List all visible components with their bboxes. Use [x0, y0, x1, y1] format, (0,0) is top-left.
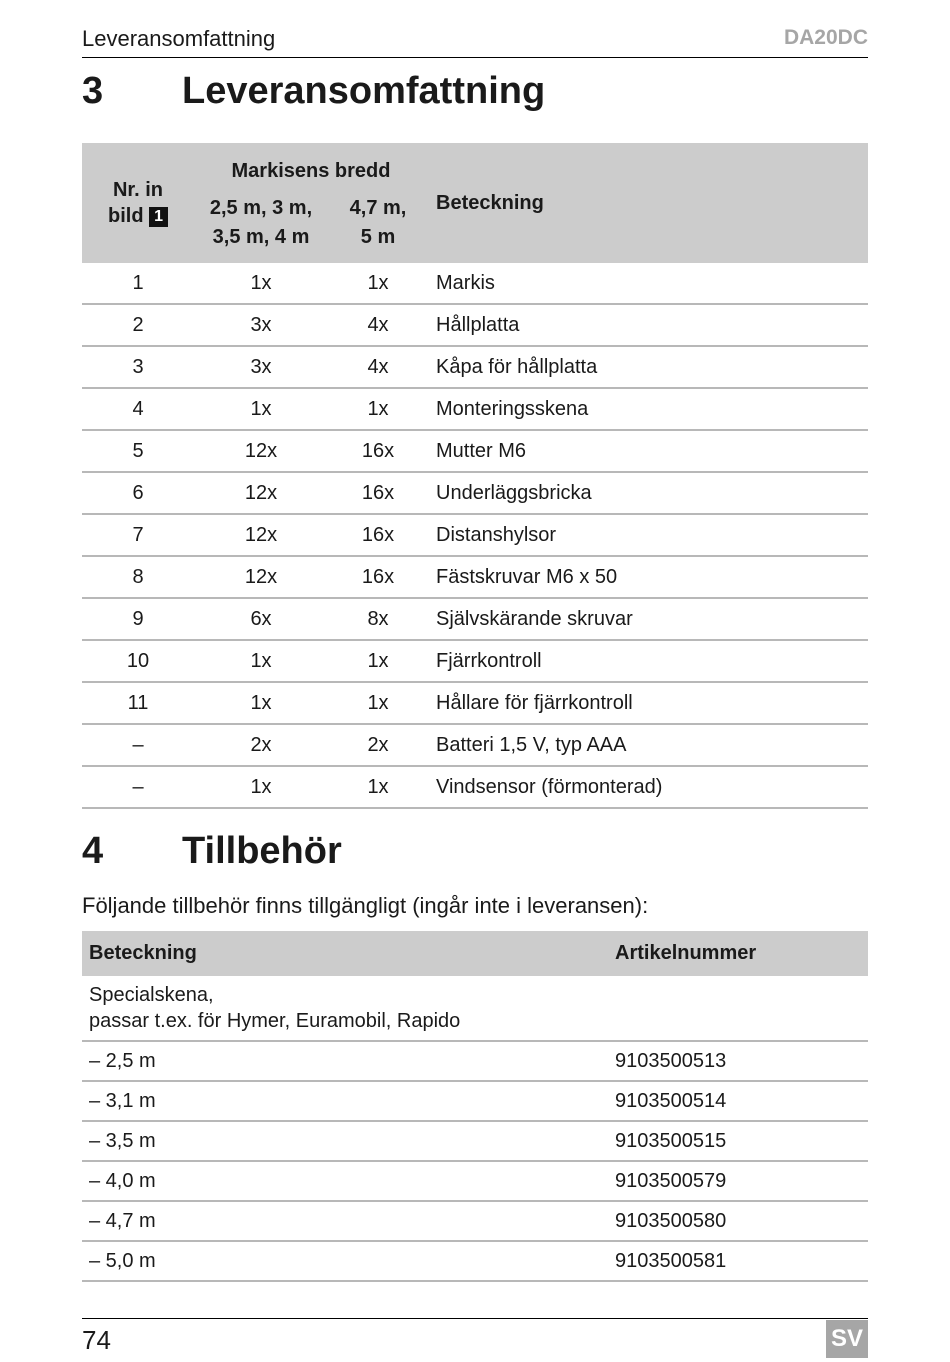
cell-item-number: 8 — [82, 556, 194, 598]
cell-description: Fjärrkontroll — [428, 640, 868, 682]
language-badge: SV — [826, 1320, 868, 1358]
table-row — [82, 346, 868, 388]
header-divider — [82, 57, 868, 58]
cell-qty-small: 1x — [194, 640, 328, 682]
cell-qty-large: 16x — [328, 430, 428, 472]
cell-description: Hållplatta — [428, 304, 868, 346]
cell-description: Markis — [428, 263, 868, 304]
cell-qty-large: 4x — [328, 346, 428, 388]
cell-article-number: 9103500514 — [608, 1081, 868, 1121]
cell-description: Batteri 1,5 V, typ AAA — [428, 724, 868, 766]
section-4-number: 4 — [82, 830, 104, 872]
column-header-item-number-line1: Nr. in — [112, 179, 163, 201]
column-header-width-large-line1: 4,7 m, — [349, 197, 407, 219]
cell-description: Hållare för fjärrkontroll — [428, 682, 868, 724]
cell-article-number: 9103500515 — [608, 1121, 868, 1161]
accessories-table — [82, 931, 868, 1282]
column-header-article-number: Artikelnummer — [608, 931, 868, 976]
cell-description: – 4,0 m — [82, 1161, 608, 1201]
table-row — [82, 304, 868, 346]
cell-qty-large: 2x — [328, 724, 428, 766]
cell-description: Självskärande skruvar — [428, 598, 868, 640]
page-number: 74 — [82, 1325, 111, 1355]
column-header-item-number — [82, 143, 194, 263]
cell-description: – 3,5 m — [82, 1121, 608, 1161]
group-heading-line2: passar t.ex. för Hymer, Euramobil, Rapido — [89, 1010, 461, 1032]
cell-article-number: 9103500580 — [608, 1201, 868, 1241]
cell-qty-small: 2x — [194, 724, 328, 766]
table-row — [82, 1161, 868, 1201]
column-header-width-large-line2: 5 m — [360, 226, 396, 248]
cell-item-number: 10 — [82, 640, 194, 682]
cell-qty-large: 8x — [328, 598, 428, 640]
cell-qty-small: 3x — [194, 304, 328, 346]
cell-description: Mutter M6 — [428, 430, 868, 472]
column-header-width-small-line1: 2,5 m, 3 m, — [209, 197, 313, 219]
table-row — [82, 1241, 868, 1281]
accessories-intro-text: Följande tillbehör finns tillgängligt (ingår inte i leveransen): — [82, 893, 649, 918]
cell-qty-small: 12x — [194, 556, 328, 598]
table-row — [82, 1041, 868, 1081]
running-header-title: Leveransomfattning — [82, 26, 276, 51]
table-row — [82, 724, 868, 766]
cell-item-number: 2 — [82, 304, 194, 346]
table-row — [82, 514, 868, 556]
cell-qty-large: 16x — [328, 556, 428, 598]
cell-article-number: 9103500513 — [608, 1041, 868, 1081]
cell-qty-large: 4x — [328, 304, 428, 346]
table-row-group-heading — [82, 976, 868, 1041]
cell-qty-large: 1x — [328, 263, 428, 304]
cell-description: Distanshylsor — [428, 514, 868, 556]
cell-item-number: 3 — [82, 346, 194, 388]
cell-qty-small: 1x — [194, 388, 328, 430]
table-row — [82, 1201, 868, 1241]
table-row — [82, 598, 868, 640]
cell-qty-small: 12x — [194, 430, 328, 472]
section-4-title: Tillbehör — [182, 830, 342, 872]
cell-description: Vindsensor (förmonterad) — [428, 766, 868, 808]
cell-qty-small: 3x — [194, 346, 328, 388]
cell-item-number: 11 — [82, 682, 194, 724]
cell-description: Underläggsbricka — [428, 472, 868, 514]
cell-item-number: 9 — [82, 598, 194, 640]
cell-qty-large: 1x — [328, 640, 428, 682]
cell-qty-small: 12x — [194, 472, 328, 514]
cell-qty-small: 6x — [194, 598, 328, 640]
cell-item-number: 4 — [82, 388, 194, 430]
cell-description: Fästskruvar M6 x 50 — [428, 556, 868, 598]
table-row — [82, 263, 868, 304]
figure-number-badge: 1 — [149, 207, 168, 227]
table-row — [82, 1121, 868, 1161]
cell-qty-large: 1x — [328, 766, 428, 808]
section-3-heading — [82, 70, 545, 113]
cell-qty-large: 16x — [328, 514, 428, 556]
cell-qty-small: 12x — [194, 514, 328, 556]
cell-article-number: 9103500581 — [608, 1241, 868, 1281]
table-row — [82, 766, 868, 808]
column-header-description: Beteckning — [82, 931, 608, 976]
cell-item-number: 1 — [82, 263, 194, 304]
cell-description: – 4,7 m — [82, 1201, 608, 1241]
table-row — [82, 640, 868, 682]
cell-group-heading — [82, 976, 868, 1041]
cell-qty-small: 1x — [194, 682, 328, 724]
cell-qty-large: 16x — [328, 472, 428, 514]
column-header-width-small-line2: 3,5 m, 4 m — [212, 226, 310, 248]
column-group-header-width: Markisens bredd — [194, 143, 428, 183]
column-header-width-large — [328, 183, 428, 263]
cell-item-number: 5 — [82, 430, 194, 472]
group-heading-line1: Specialskena, — [89, 984, 214, 1006]
cell-item-number: – — [82, 724, 194, 766]
cell-article-number: 9103500579 — [608, 1161, 868, 1201]
column-header-width-small — [194, 183, 328, 263]
cell-description: Monteringsskena — [428, 388, 868, 430]
column-header-item-number-line2: bild — [107, 205, 144, 227]
delivery-scope-table — [82, 143, 868, 809]
cell-description: – 5,0 m — [82, 1241, 608, 1281]
cell-qty-large: 1x — [328, 388, 428, 430]
table-row — [82, 1081, 868, 1121]
section-3-title: Leveransomfattning — [182, 70, 546, 112]
cell-qty-small: 1x — [194, 766, 328, 808]
running-header-model: DA20DC — [783, 26, 868, 49]
table-row — [82, 682, 868, 724]
cell-description: – 2,5 m — [82, 1041, 608, 1081]
table-row — [82, 430, 868, 472]
cell-item-number: 6 — [82, 472, 194, 514]
column-header-description: Beteckning — [428, 143, 868, 263]
cell-qty-small: 1x — [194, 263, 328, 304]
table-row — [82, 472, 868, 514]
cell-description: Kåpa för hållplatta — [428, 346, 868, 388]
cell-description: – 3,1 m — [82, 1081, 608, 1121]
table-row — [82, 556, 868, 598]
cell-item-number: 7 — [82, 514, 194, 556]
cell-item-number: – — [82, 766, 194, 808]
footer-divider — [82, 1318, 868, 1319]
cell-qty-large: 1x — [328, 682, 428, 724]
section-3-number: 3 — [82, 70, 104, 112]
section-4-heading — [82, 830, 342, 873]
table-row — [82, 388, 868, 430]
